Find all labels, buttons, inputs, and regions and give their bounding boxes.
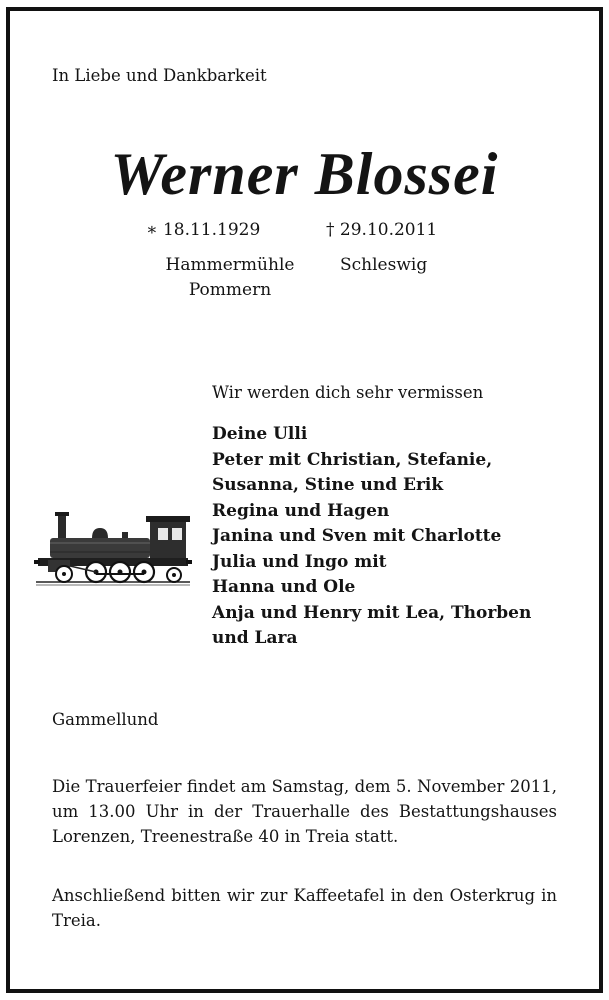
reception-info: Anschließend bitten wir zur Kaffeetafel in den Osterkrug in Treia. [52,886,557,930]
funeral-info: Die Trauerfeier findet am Samstag, dem 5. November 2011, um 13.00 Uhr in der Trauerhalle des Bestattungshauses Lorenzen, Treenestraße 40 in Treia statt. [52,777,557,846]
family-member: Anja und Henry mit Lea, Thorben [212,602,532,623]
family-member: Susanna, Stine und Erik [212,475,444,495]
town-name: Gammellund [52,710,159,729]
deceased-name: Werner Blossei [110,141,499,207]
family-member: Peter mit Christian, Stefanie, [212,449,493,470]
death-date: † 29.10.2011 [326,220,438,240]
family-member: Regina und Hagen [212,500,390,521]
family-member: Julia und Ingo mit [212,551,387,572]
miss-you-line: Wir werden dich sehr vermissen [212,383,484,402]
family-member: Janina und Sven mit Charlotte [212,526,502,546]
family-list [212,422,572,652]
death-place: Schleswig [340,255,428,275]
birth-date: ∗ 18.11.1929 [146,220,261,240]
locomotive-icon [34,510,192,590]
birth-place-line-2: Pommern [188,280,272,300]
family-member: Hanna und Ole [212,577,356,597]
birth-place [130,253,330,303]
birth-place-line-1: Hammermühle [165,255,295,275]
family-member: und Lara [212,628,298,648]
intro-text: In Liebe und Dankbarkeit [52,66,267,85]
family-member: Deine Ulli [212,424,308,444]
